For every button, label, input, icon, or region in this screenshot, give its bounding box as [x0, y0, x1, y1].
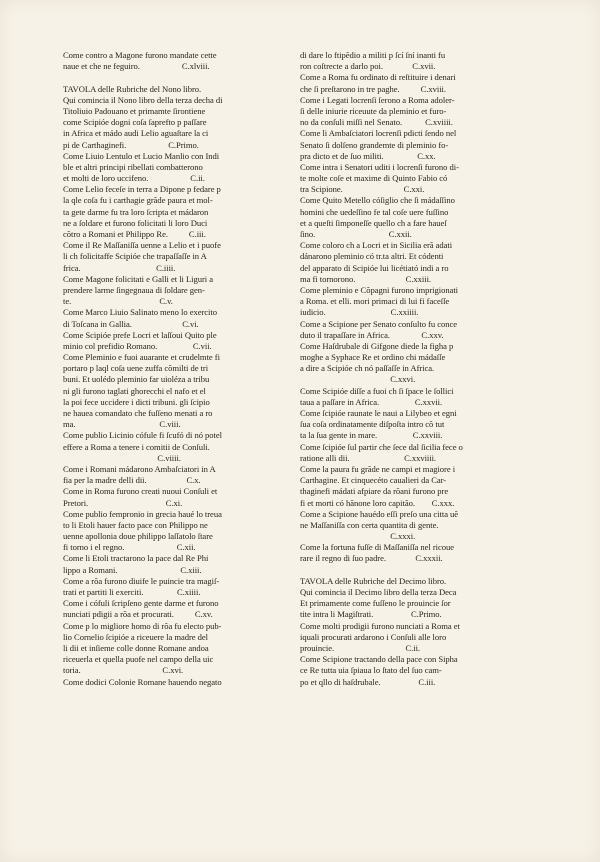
text-line: C.xxxi.	[300, 531, 416, 542]
text-line: ne a ſoldare et furono folicitati li loro Duci	[63, 217, 208, 228]
text-line: C.xxvi.	[300, 374, 416, 385]
text-line: cõtro a Romani et Philippo Re. C.iii.	[63, 229, 206, 239]
text-line: te molte coſe et maxime di Quinto Fabio có	[300, 173, 448, 184]
text-line: Come coloro ch a Locri et in Sicilia erã adati	[300, 240, 453, 251]
text-line: uenne apollonia doue philippo laſſatolo ſtare	[63, 531, 213, 542]
text-line: Come il Re Maſſaniſſa uenne a Lelio et i puofe	[63, 240, 221, 251]
text-line: Qui comincia il Decimo libro della terza Deca	[300, 587, 457, 597]
text-line: ma. C.viii.	[63, 419, 181, 430]
text-line: ron coſtrecte a darlo poi. C.xvii.	[300, 61, 436, 72]
text-line: et a queſti ſimponeſſe quello ch a fare haueſ	[300, 217, 447, 228]
text-line	[63, 72, 273, 83]
text-line: Come a Scipione hauédo eſſi preſo una citta uẽ	[300, 508, 459, 519]
text-line: ma fi tornorono. C.xxiii.	[300, 273, 432, 284]
text-line: rare il regno di ſuo padre. C.xxxii.	[300, 553, 443, 564]
text-line: tra Scipione. C.xxi.	[300, 184, 425, 195]
text-line: pra dicto et de ſuo militi. C.xx.	[300, 150, 436, 161]
text-line: Come Haſdrubale di Gifgone diede la figha p	[300, 340, 454, 351]
text-line: effere a Roma a tenere i comitii de Conſuli.	[63, 441, 210, 452]
text-line: ni gli furono taglati ghorecchi el nafo et el	[63, 385, 206, 396]
text-line: Come in Roma furono creati nuoui Conſuli et	[63, 486, 218, 497]
text-line: di Toſcana in Gallia. C.vi.	[63, 318, 199, 329]
text-line: te. C.v.	[63, 296, 173, 307]
text-line: ne hauea comandato che fuſſeno menati a ro	[63, 408, 213, 418]
text-line: Come Pleminio e fuoi auarante et crudelmte fi	[63, 352, 220, 363]
text-line: thaginefi mádati afpiare da rõani furono pre	[300, 486, 449, 497]
text-line: homini che uedeſſino fe tal coſe uere fuſſino	[300, 206, 449, 217]
text-line: ne Maſſaniſſa con certa quantita di gente.	[300, 519, 439, 530]
text-line: Come i cófuli ſcripſeno gente darme et furono	[63, 598, 219, 609]
text-line: Come p lo migliore homo di rõa fu electo pub-	[63, 620, 222, 631]
text-line: ſi delle iniurie riceuute da pleminio et furo-	[300, 105, 447, 116]
text-line: Come pleminio e Cõpagni furono imprigionati	[300, 284, 459, 295]
text-line: Et primamente come fuſſeno le prouincie ſor	[300, 598, 451, 609]
text-line: tite intra li Magiſtrati. C.Primo.	[300, 609, 442, 620]
text-line: no da conſuli miſſi nel Senato. C.xviiii.	[300, 117, 453, 128]
text-line: Come intra i Senatori uditi i locrenſi furono di-	[300, 161, 459, 172]
text-line: nunciati pdigii a rõa et procurati. C.xv.	[63, 609, 213, 620]
right-column	[300, 50, 480, 688]
text-line: minio col prefidio Romano. C.vii.	[63, 340, 212, 351]
text-line: come Scipióe dogni coſa ſaprefto p paſſare	[63, 117, 207, 128]
text-line: iquali procurati ardarono i Conſuli alle loro	[300, 631, 447, 642]
text-line: dánarono pleminio có tr.ta altri. Et códenti	[300, 251, 444, 262]
text-line: a dire a Scipióe ch nó paſſaſſe in Africa.	[300, 363, 435, 374]
text-line: ble et altri principi ribellati combatterono	[63, 161, 203, 172]
text-line: Come a rõa furono diuife le puincie tra magiſ-	[63, 575, 220, 586]
text-line: ratione alli dii. C.xxviiii.	[300, 452, 437, 463]
text-line: et molti de loro uccifeno. C.ii.	[63, 173, 205, 184]
text-line: li dii et inſieme colle donne Romane andoa	[63, 642, 209, 653]
text-line: in Africa et mádo audi Lelio aguaſtare la ci	[63, 128, 209, 139]
text-line: naue et che ne feguiro. C.xlviii.	[63, 61, 210, 72]
text-line: riceuerla et quella puofe nel campo della uic	[63, 654, 214, 665]
text-line: to li Etoli hauer facto pace con Philippo ne	[63, 519, 208, 530]
text-line: Come ſcipióe raunate le naui a Lilybeo et egni	[300, 408, 457, 418]
text-line: Come Magone folicitati e Galli et li Liguri a	[63, 273, 214, 284]
text-line: pi de Carthaginefi. C.Primo.	[63, 139, 199, 150]
text-line: li ch folicitaffe Scipióe che trapaſſaſſe in A	[63, 251, 207, 262]
text-line: fi et morti có hãnone loro capitão. C.xxx.	[300, 497, 455, 508]
text-line: Titoliuio Padouano et primamte ſirontiene	[63, 105, 206, 116]
text-line: TAVOLA delle Rubriche del Nono libro.	[63, 83, 202, 94]
text-line: Senato ſi dolſeno grandemte di pleminio fo-	[300, 139, 449, 150]
text-line: Come Scipióe prefe Locri et laſſoui Quito ple	[63, 329, 217, 340]
text-line: lippo a Romani. C.xiii.	[63, 564, 202, 575]
text-line: trati et partiti li exerciti. C.xiiii.	[63, 587, 201, 597]
text-line: di dare lo ftipẽdio a militi p ſcí ſní inanti fu	[300, 50, 446, 60]
text-line: Come publio Licinio cófule fi ſcufó di nó potel	[63, 430, 222, 441]
left-column	[63, 50, 273, 688]
text-line: Come publio fempronio in grecia haué lo treua	[63, 508, 222, 519]
text-line: prendere larme ſingegnaua di ſoldare gen-	[63, 284, 205, 295]
text-line	[300, 565, 480, 576]
text-line: Come Marco Liuio Salinato meno lo exercito	[63, 307, 217, 318]
text-line: portaro p laql coſa uene zuffa cõmilti de tri	[63, 363, 209, 374]
text-line: Come a Roma fu ordinato di reſtituire i denari	[300, 72, 456, 83]
text-line: po et qllo di haſdrubale. C.iii.	[300, 676, 436, 687]
text-line: moghe a Syphace Re et ordino chi mádaſſe	[300, 352, 446, 363]
text-line: Come Scipione tractando della pace con Sipha	[300, 654, 458, 665]
text-line: prouincie. C.ii.	[300, 642, 421, 653]
text-line: fi torno i el regno. C.xii.	[63, 542, 196, 553]
text-line: duto il trapaſſare in Africa. C.xxv.	[300, 329, 444, 340]
text-line: a Roma. et elli. mori primaci di lui fi faceſſe	[300, 296, 450, 307]
text-line: la qle coſa fu i carthagie grãde paura et mol-	[63, 195, 213, 206]
text-line: Come ſcipióe ſul partir che ſece dal ſicilia fece o	[300, 441, 463, 452]
text-line: Come la fortuna fuſſe di Maſſaniſſa nel ricoue	[300, 542, 455, 553]
text-line: ce Re tutta uia ſpiaua lo ſtato del ſuo cam-	[300, 665, 442, 676]
text-line: Come li Ambaſciatori locrenſi pdicti ſendo nel	[300, 128, 457, 139]
text-line: ta gete darme fu tra loro ſcripta et mádaron	[63, 206, 209, 217]
text-line: Come Liuio Lentulo et Lucio Manlio con Indi	[63, 150, 220, 161]
text-line: toria. C.xvi.	[63, 665, 184, 676]
text-line: Come molti prodigii furono nunciati a Roma et	[300, 620, 460, 631]
text-line: Come dodici Colonie Romane hauendo negato	[63, 676, 222, 687]
text-line: Come a Scipione per Senato conſulto fu conce	[300, 318, 457, 329]
text-line: buni. Et uolédo pleminio far uioléza a tribu	[63, 374, 210, 385]
text-line: Carthagine. Et cinquecéto caualieri da Car-	[300, 475, 447, 486]
text-line: ſua coſa ordinatamente diſpoſta intro cõ tut	[300, 419, 445, 430]
text-line: Qui comincia il Nono libro della terza decha di	[63, 94, 223, 105]
text-line: Come contro a Magone furono mandate cette	[63, 50, 217, 60]
text-line: Come li Etoli tractarono la pace dal Re Phi	[63, 553, 209, 564]
text-line: Come Quito Metello cóſiglio che ſi mádaſſino	[300, 195, 455, 206]
text-line: frica. C.iiii.	[63, 262, 176, 273]
text-line: Come la paura fu grãde ne campi et magiore i	[300, 463, 456, 474]
text-line: Pretori. C.xi.	[63, 497, 183, 508]
text-line: Come Scipióe diſſe a fuoi ch ſi ſpace le ſollici	[300, 385, 454, 396]
text-line: lio Cornelio ſcipióe a riceuere la madre del	[63, 631, 209, 642]
text-line: Come i Legati locrenſi ſerono a Roma adoler-	[300, 94, 455, 105]
text-line: Come Lelio feceſe in terra a Dipone p fedare p	[63, 184, 221, 195]
text-line: che ſi preſtarono in tre paghe. C.xviii.	[300, 83, 446, 94]
text-line: TAVOLA delle Rubriche del Decimo libro.	[300, 575, 447, 586]
text-line: la poi fece uccidere i dicti tribuni. gli ſcipio	[63, 396, 210, 407]
text-line: iudicio. C.xxiiii.	[300, 307, 419, 318]
text-line: del apparato di Scipióe lui licétiató indi a ro	[300, 262, 449, 273]
text-line: ta la ſua gente in mare. C.xxviii.	[300, 430, 443, 441]
text-line: taua a paſſare in Africa. C.xxvii.	[300, 396, 443, 407]
text-line: Come i Romani mádarono Ambaſciatori in A	[63, 463, 216, 474]
text-line: ſino. C.xxii.	[300, 229, 412, 239]
text-line: C.viiii.	[63, 452, 181, 463]
text-line: fia per la madre delli dii. C.x.	[63, 475, 201, 486]
